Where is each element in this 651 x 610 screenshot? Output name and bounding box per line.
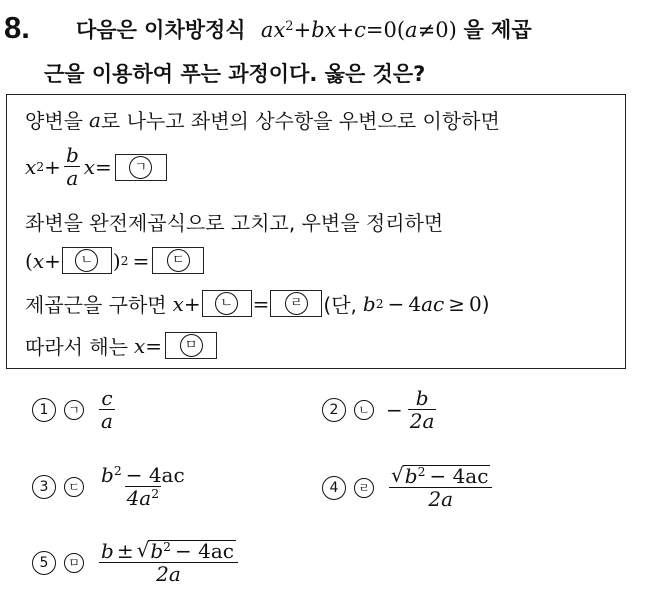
box-line-2: x 2 + $\frac{b}{a}$ x = ㄱ <box>25 145 170 189</box>
choice-symbol: ㄱ <box>64 400 84 420</box>
choice-number: 2 <box>322 398 346 422</box>
question-line-2: 근을 이용하여 푸는 과정이다. 옳은 것은? <box>44 62 426 86</box>
box-line-4: ( x + ㄴ ) 2 = ㄷ <box>25 247 207 274</box>
question-equation: $ax^2+bx+c=0(a\ne 0)$ <box>260 18 457 42</box>
box-line-5: 제곱근을 구하면 x + ㄴ = ㄹ (단, b 2 − 4 ac ≥ 0 ) <box>25 291 490 317</box>
choice-symbol: ㄴ <box>354 400 374 420</box>
process-box <box>6 94 626 369</box>
choice-symbol: ㄹ <box>354 478 374 498</box>
blank-box-nieun-2: ㄴ <box>202 290 252 317</box>
blank-box-giyeok: ㄱ <box>115 154 167 181</box>
choice-5[interactable] <box>32 540 241 585</box>
question-number: 8. <box>4 10 30 45</box>
choice-fraction: $\frac{c}{a}$ <box>101 386 113 433</box>
box-line-3: 좌변을 완전제곱식으로 고치고, 우변을 정리하면 <box>25 211 444 235</box>
choice-symbol: ㅁ <box>64 553 84 573</box>
choice-fraction: $\frac{b^2 - 4ac}{4a^2}$ <box>101 463 185 510</box>
question-line-1 <box>76 14 532 44</box>
question-text-post: 을 제곱 <box>463 18 532 42</box>
choice-number: 5 <box>32 551 56 575</box>
blank-box-mieum: ㅁ <box>165 332 217 359</box>
choice-3[interactable] <box>32 465 190 509</box>
box-line-1: 양변을 a 로 나누고 좌변의 상수항을 우변으로 이항하면 <box>25 107 500 133</box>
choice-number: 1 <box>32 398 56 422</box>
choice-number: 4 <box>322 476 346 500</box>
question-text-pre: 다음은 이차방정식 <box>76 18 246 42</box>
choice-1[interactable] <box>32 388 118 432</box>
blank-box-nieun: ㄴ <box>62 247 112 274</box>
choice-symbol: ㄷ <box>64 477 84 497</box>
blank-box-digeut: ㄷ <box>152 247 204 274</box>
choice-fraction: $\frac{b}{2a}$ <box>409 386 435 433</box>
box-line-6: 따라서 해는 x = ㅁ <box>25 331 220 360</box>
choice-fraction: √ $b^2 - 4ac$ 2a <box>389 465 492 510</box>
choice-4[interactable] <box>322 465 495 510</box>
blank-box-rieul: ㄹ <box>270 290 322 317</box>
choice-2[interactable]: 2 ㄴ − $\frac{b}{2a}$ <box>322 388 439 432</box>
choice-fraction: b ± √ $b^2 - 4ac$ 2a <box>99 540 238 585</box>
fraction-b-over-a: $\frac{b}{a}$ <box>65 143 79 190</box>
choice-number: 3 <box>32 475 56 499</box>
